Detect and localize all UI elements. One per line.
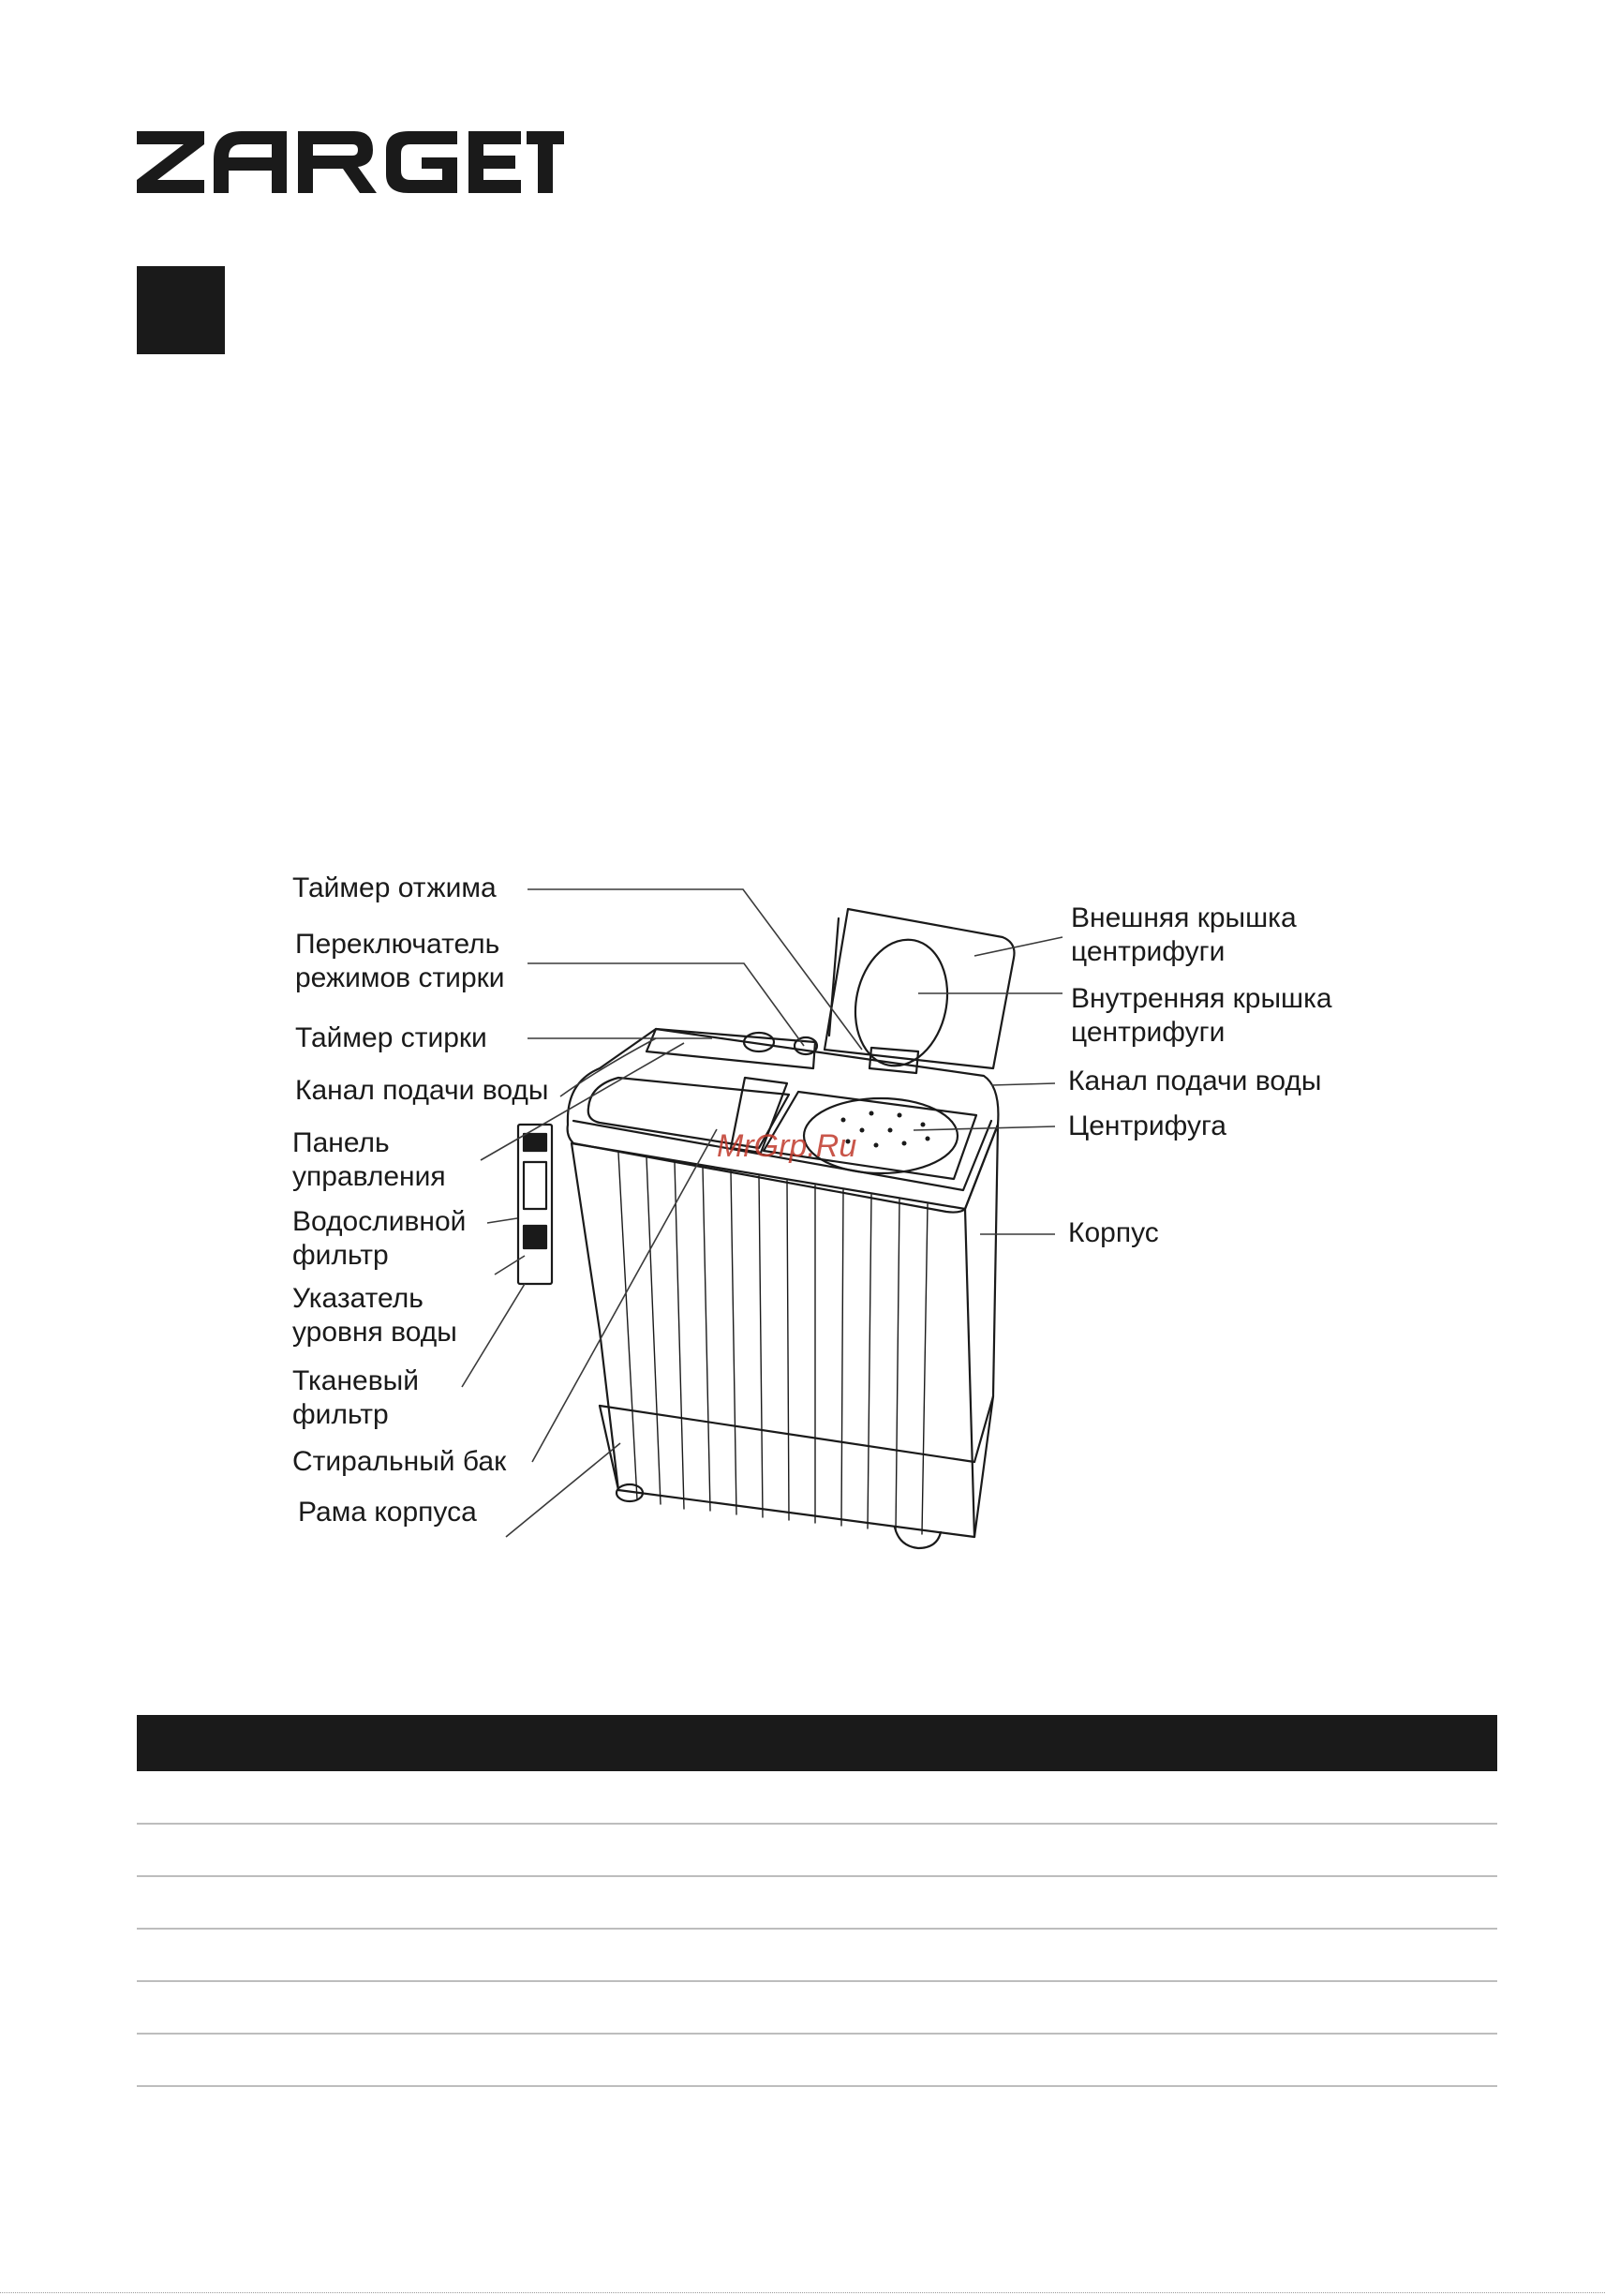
brand-logo <box>137 131 564 193</box>
page-bottom-edge <box>0 2292 1605 2293</box>
label-spin-dryer: Центрифуга <box>1068 1111 1226 1141</box>
label-lint-filter: Тканевый фильтр <box>292 1365 419 1430</box>
label-housing: Корпус <box>1068 1217 1159 1248</box>
label-wash-mode-switch: Переключатель режимов стирки <box>295 929 505 993</box>
label-wash-tub: Стиральный бак <box>292 1446 507 1477</box>
label-spin-timer: Таймер отжима <box>292 872 497 903</box>
table-row <box>137 1823 1497 1825</box>
table-row <box>137 1928 1497 1930</box>
watermark: MrGrp.Ru <box>717 1128 857 1164</box>
label-spin-outer-lid: Внешняя крышка центрифуги <box>1071 902 1297 967</box>
table-row <box>137 1980 1497 1982</box>
table-row <box>137 1875 1497 1877</box>
label-water-inlet-right: Канал подачи воды <box>1068 1066 1322 1096</box>
label-wash-timer: Таймер стирки <box>295 1022 487 1053</box>
table-header <box>137 1715 1497 1771</box>
label-water-level-indicator: Указатель уровня воды <box>292 1283 457 1348</box>
washing-machine-illustration <box>0 843 1605 1584</box>
label-drain-filter: Водосливной фильтр <box>292 1206 467 1271</box>
washing-machine-diagram <box>0 843 1605 1584</box>
section-marker <box>137 266 225 354</box>
label-control-panel: Панель управления <box>292 1127 446 1192</box>
label-water-inlet-left: Канал подачи воды <box>295 1075 549 1106</box>
table-row <box>137 2033 1497 2035</box>
label-spin-inner-lid: Внутренняя крышка центрифуги <box>1071 983 1332 1048</box>
label-body-frame: Рама корпуса <box>298 1497 477 1528</box>
table-row <box>137 2085 1497 2087</box>
